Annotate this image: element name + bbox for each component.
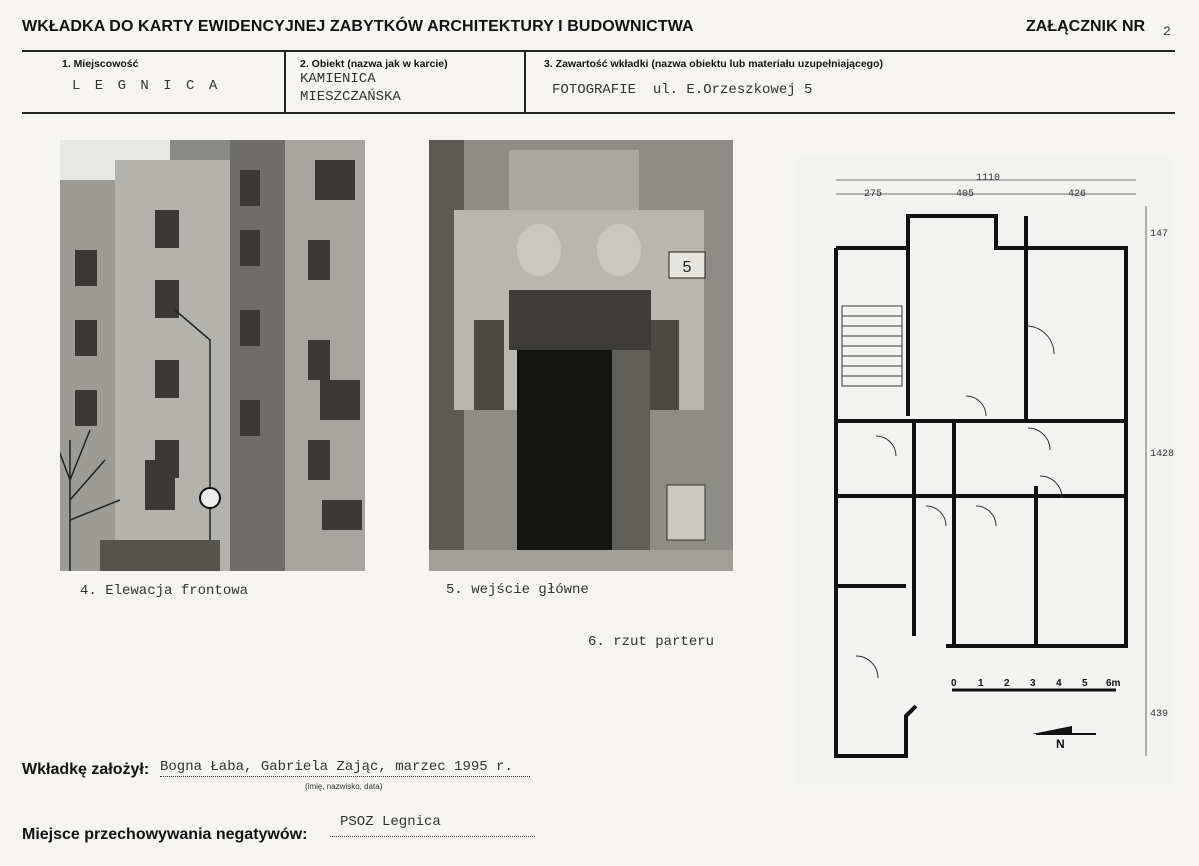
scale-tick-0: 0	[951, 678, 957, 689]
caption-photo-4: 4. Elewacja frontowa	[80, 583, 249, 599]
annex-number: 2	[1163, 24, 1171, 39]
place-label: 1. Miejscowość	[62, 58, 139, 70]
dim-height: 1428	[1150, 449, 1174, 460]
caption-plan-6: 6. rzut parteru	[588, 634, 715, 650]
scale-tick-1: 1	[978, 678, 984, 689]
annex-label: ZAŁĄCZNIK NR	[1026, 18, 1146, 35]
contents-label: 3. Zawartość wkładki (nazwa obiektu lub materiału uzupełniającego)	[544, 58, 883, 70]
contents-value: FOTOGRAFIE ul. E.Orzeszkowej 5	[552, 82, 813, 98]
object-label: 2. Obiekt (nazwa jak w karcie)	[300, 58, 448, 70]
photo-main-entrance	[429, 140, 733, 571]
storage-dotted-line	[330, 836, 535, 837]
dim-c: 426	[1068, 189, 1087, 200]
place-value: L E G N I C A	[72, 78, 221, 94]
dim-a: 275	[864, 189, 883, 200]
object-value-line1: KAMIENICA	[300, 71, 376, 87]
scale-tick-4: 4	[1056, 678, 1062, 689]
scale-tick-6m: 6m	[1106, 678, 1121, 689]
field-separator	[524, 50, 526, 112]
dim-top-right: 147	[1150, 229, 1169, 240]
dim-total: 1110	[976, 173, 1001, 184]
fields-divider	[22, 112, 1175, 114]
dim-b: 405	[956, 189, 975, 200]
house-number-plate: 5	[682, 259, 692, 276]
scale-tick-3: 3	[1030, 678, 1036, 689]
author-hint: (imię, nazwisko, data)	[305, 782, 383, 791]
caption-photo-5: 5. wejście główne	[446, 582, 589, 598]
ground-floor-plan	[796, 156, 1174, 786]
author-value: Bogna Łaba, Gabriela Zając, marzec 1995 r.	[160, 759, 513, 775]
field-separator	[284, 50, 286, 112]
header-divider	[22, 50, 1175, 52]
scale-tick-2: 2	[1004, 678, 1010, 689]
author-dotted-line	[160, 776, 530, 777]
photo-front-elevation	[60, 140, 365, 571]
north-label: N	[1056, 737, 1065, 751]
storage-label: Miejsce przechowywania negatywów:	[22, 826, 308, 843]
dim-bottom-right: 439	[1150, 709, 1169, 720]
form-title: WKŁADKA DO KARTY EWIDENCYJNEJ ZABYTKÓW ARCHITEKTURY I BUDOWNICTWA	[22, 18, 694, 35]
storage-value: PSOZ Legnica	[340, 814, 441, 830]
scale-tick-5: 5	[1082, 678, 1088, 689]
author-label: Wkładkę założył:	[22, 761, 150, 778]
object-value-line2: MIESZCZAŃSKA	[300, 89, 401, 105]
